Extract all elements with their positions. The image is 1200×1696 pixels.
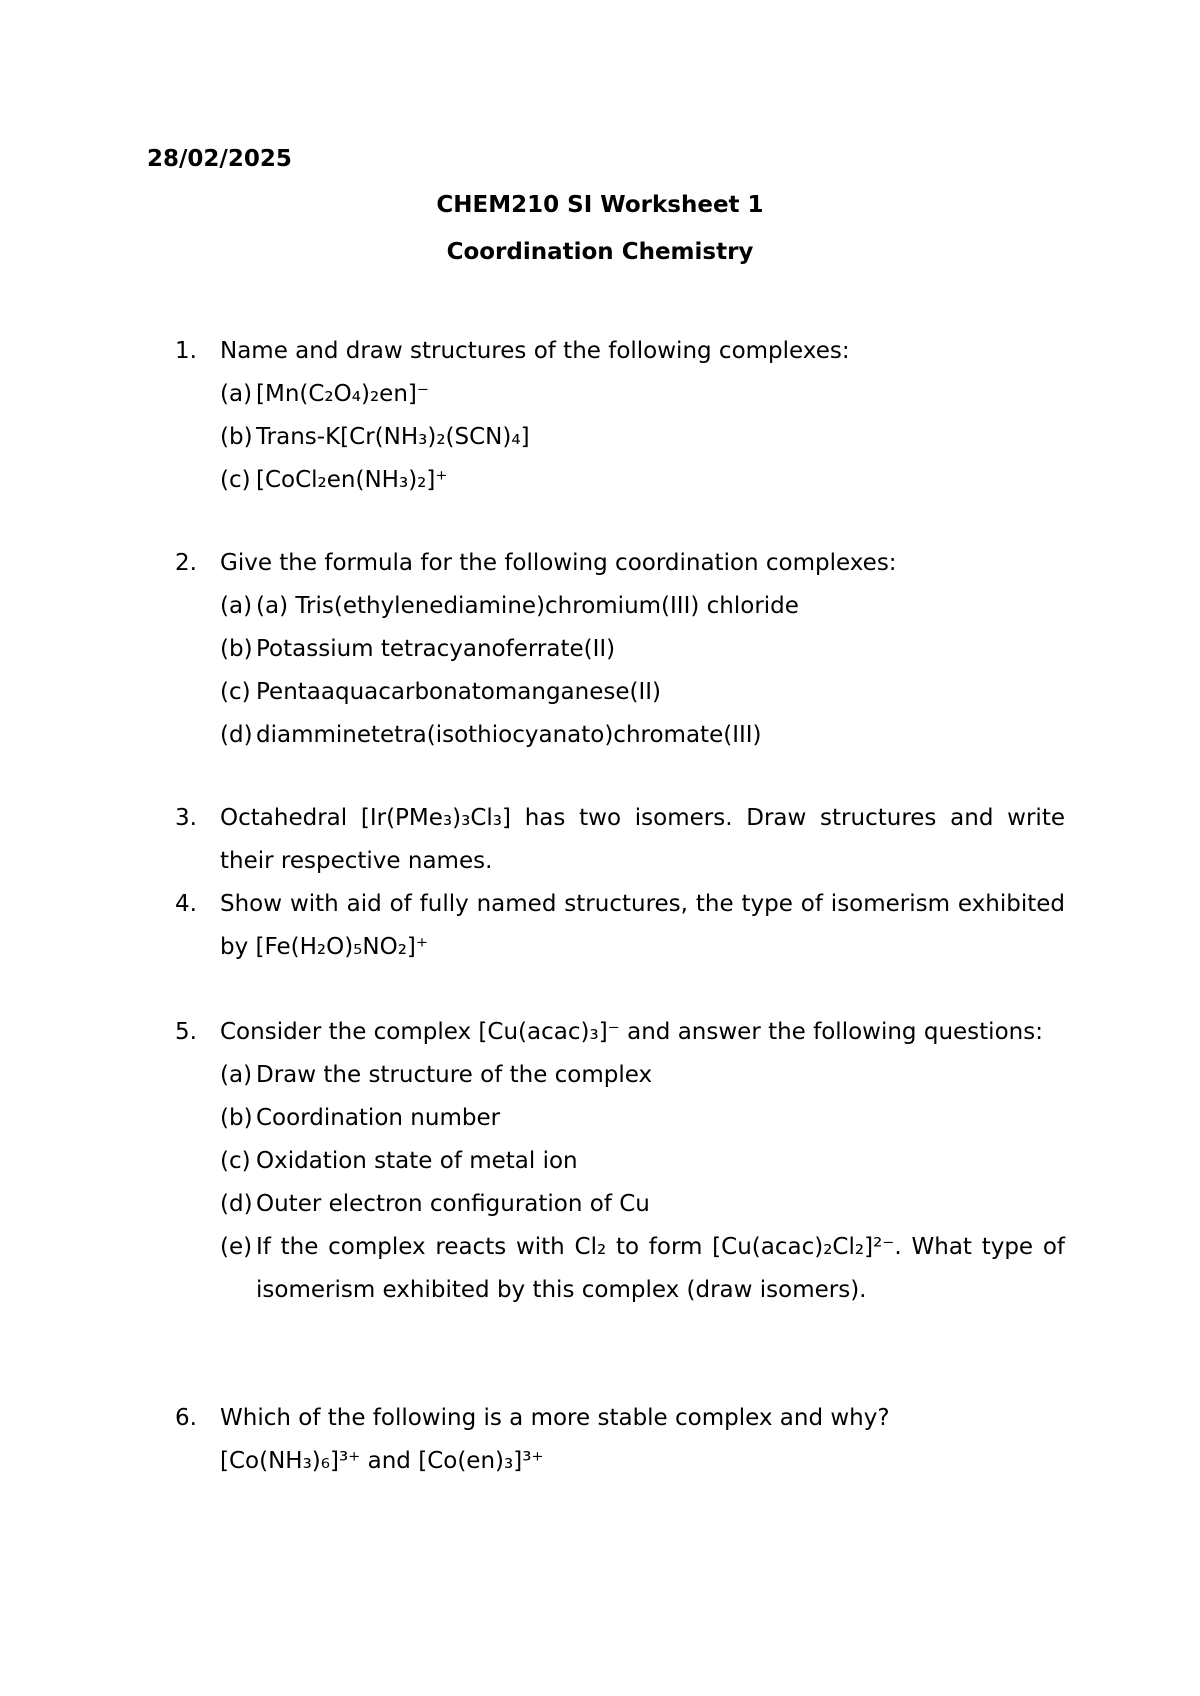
- sub-item: [220, 1140, 1065, 1183]
- question-6: [175, 1397, 1065, 1483]
- question-text: Consider the complex [Cu(acac)₃]⁻ and answer the following questions:: [220, 1019, 1043, 1045]
- question-4: [175, 883, 1065, 969]
- sub-item-text: If the complex reacts with Cl₂ to form [Cu(acac)₂Cl₂]²⁻. What type of isomerism exhibited by this complex (draw isomers).: [256, 1234, 1065, 1303]
- sub-item-label: (a): [220, 593, 253, 619]
- sub-item: [220, 416, 1065, 459]
- question-number: 6.: [175, 1405, 197, 1431]
- sub-item: [220, 1226, 1065, 1312]
- question-5: [175, 1011, 1065, 1312]
- sub-item-text: Coordination number: [256, 1105, 501, 1131]
- sub-item-label: (d): [220, 722, 253, 748]
- sub-item: [220, 459, 1065, 502]
- sub-item-text: Draw the structure of the complex: [256, 1062, 653, 1088]
- question-number: 4.: [175, 891, 197, 917]
- sub-item: [220, 373, 1065, 416]
- sub-item-label: (d): [220, 1191, 253, 1217]
- question-1: [175, 330, 1065, 502]
- sub-item-text: Outer electron configuration of Cu: [256, 1191, 650, 1217]
- sub-item-label: (c): [220, 1148, 251, 1174]
- sub-item-formula: Trans-K[Cr(NH₃)₂(SCN)₄]: [256, 424, 530, 450]
- sub-item: [220, 585, 1065, 628]
- question-number: 5.: [175, 1019, 197, 1045]
- sub-item: [220, 1097, 1065, 1140]
- question-number: 3.: [175, 805, 197, 831]
- sub-item-label: (a): [220, 381, 253, 407]
- sub-item-text: (a) Tris(ethylenediamine)chromium(III) chloride: [256, 593, 799, 619]
- sub-item: [220, 671, 1065, 714]
- sub-item-text: Oxidation state of metal ion: [256, 1148, 578, 1174]
- sub-item-label: (e): [220, 1234, 253, 1260]
- sub-item: [220, 628, 1065, 671]
- sub-item-text: diamminetetra(isothiocyanato)chromate(III): [256, 722, 762, 748]
- sub-item-label: (b): [220, 1105, 253, 1131]
- sub-item-label: (b): [220, 424, 253, 450]
- sub-item-label: (b): [220, 636, 253, 662]
- sub-item-formula: [CoCl₂en(NH₃)₂]⁺: [256, 467, 448, 493]
- question-text: Give the formula for the following coordination complexes:: [220, 550, 897, 576]
- question-text: Name and draw structures of the following complexes:: [220, 338, 850, 364]
- sub-item-label: (c): [220, 679, 251, 705]
- question-text: Which of the following is a more stable complex and why?: [220, 1405, 890, 1431]
- worksheet-subtitle: Coordination Chemistry: [446, 239, 754, 265]
- question-formula: [Co(NH₃)₆]³⁺ and [Co(en)₃]³⁺: [220, 1448, 544, 1474]
- question-2: [175, 542, 1065, 757]
- sub-item-label: (c): [220, 467, 251, 493]
- question-3: [175, 797, 1065, 883]
- sub-item: [220, 1183, 1065, 1226]
- sub-item-text: Pentaaquacarbonatomanganese(II): [256, 679, 662, 705]
- sub-item-formula: [Mn(C₂O₄)₂en]⁻: [256, 381, 430, 407]
- sub-item: [220, 714, 1065, 757]
- date: 28/02/2025: [147, 146, 292, 172]
- question-number: 1.: [175, 338, 197, 364]
- sub-item-label: (a): [220, 1062, 253, 1088]
- question-number: 2.: [175, 550, 197, 576]
- sub-item-text: Potassium tetracyanoferrate(II): [256, 636, 616, 662]
- question-text: Octahedral [Ir(PMe₃)₃Cl₃] has two isomers. Draw structures and write their respective names.: [220, 805, 1065, 874]
- worksheet-title: CHEM210 SI Worksheet 1: [436, 192, 764, 218]
- question-text: Show with aid of fully named structures, the type of isomerism exhibited by [Fe(H₂O)₅NO₂]⁺: [220, 891, 1065, 960]
- sub-item: [220, 1054, 1065, 1097]
